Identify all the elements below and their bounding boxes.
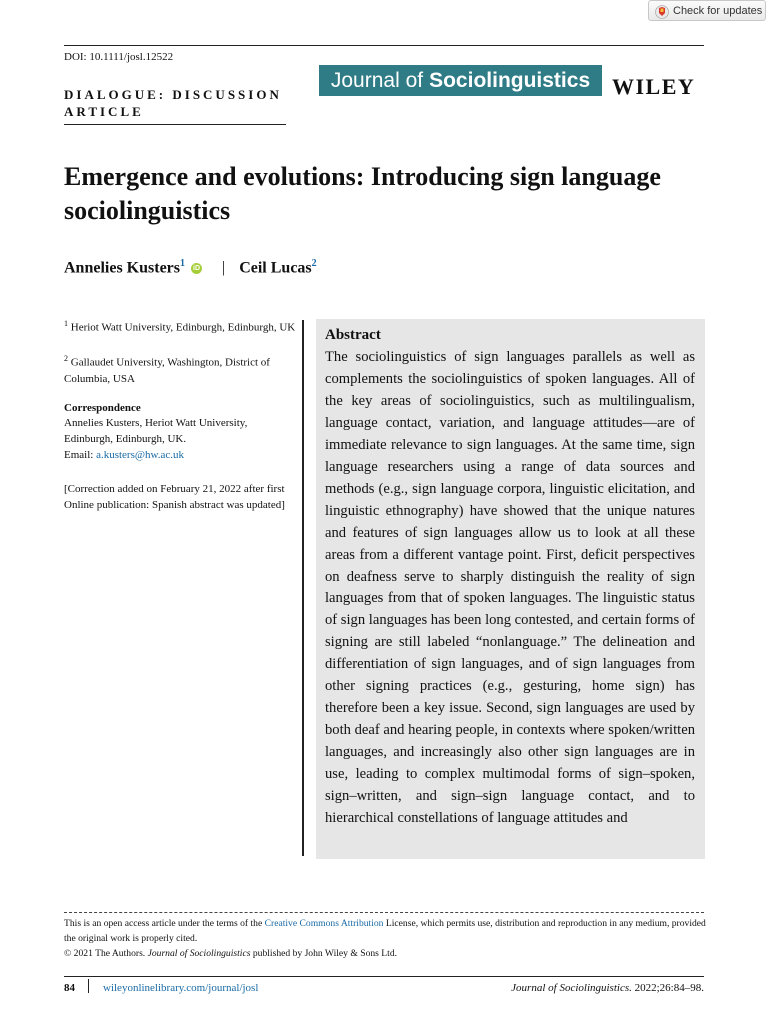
journal-logo-part1: Journal of <box>330 68 424 92</box>
check-for-updates-label: Check for updates <box>673 4 763 17</box>
license-pre: This is an open access article under the terms of the <box>64 918 265 929</box>
correspondence-details <box>64 415 296 463</box>
footer-rule <box>64 976 704 977</box>
author-affiliation-sup[interactable]: 2 <box>311 258 317 269</box>
journal-citation <box>511 982 704 994</box>
copyright-post: published by John Wiley & Sons Ltd. <box>250 948 398 959</box>
check-for-updates-button[interactable] <box>648 0 766 21</box>
abstract-box <box>316 319 705 859</box>
author-affiliation-sup[interactable]: 1 <box>180 258 185 269</box>
copyright-journal: Journal of Sociolinguistics <box>147 948 251 959</box>
page-number: 84 <box>64 982 75 994</box>
citation-journal: Journal of Sociolinguistics. <box>511 982 632 994</box>
license-text <box>64 916 706 946</box>
affiliation-text: Gallaudet University, Washington, District of Columbia, USA <box>64 356 270 385</box>
affiliation-sup: 2 <box>64 354 68 363</box>
section-label-line1: DIALOGUE: DISCUSSION <box>64 87 282 102</box>
license-footnote <box>64 916 706 961</box>
article-title: Emergence and evolutions: Introducing sign language sociolinguistics <box>64 162 661 225</box>
correspondence-address: Annelies Kusters, Heriot Watt University, Edinburgh, Edinburgh, UK. <box>64 417 248 445</box>
affiliation-2 <box>64 351 296 387</box>
copyright-pre: © 2021 The Authors. <box>64 948 148 959</box>
author-name[interactable]: Annelies Kusters <box>64 259 180 277</box>
email-label: Email: <box>64 449 97 461</box>
check-for-updates-icon <box>655 5 667 17</box>
license-link[interactable]: Creative Commons Attribution <box>264 918 384 929</box>
orcid-icon[interactable]: iD <box>193 265 200 273</box>
section-label-line2: ARTICLE <box>64 104 144 119</box>
authors-line <box>64 258 317 277</box>
affiliation-text: Heriot Watt University, Edinburgh, Edinburgh, UK <box>68 321 296 334</box>
abstract-body: The sociolinguistics of sign languages parallels as well as complements the sociolinguistics of spoken languages. All of the key areas of sociolinguistics, such as multilingualism, language contact, variation, and language attitudes—are of immediate relevance to sign languages. At the same time, sign language researchers using a range of data sources and methods (e.g., sign language corpora, linguistic elicitation, and linguistic ethnography) have showed that the unique natures and features of sign languages allow us to look at all these areas from a different vantage point. First, deficit perspectives on deafness serve to sharply distinguish the reality of sign languages from that of spoken languages. The linguistic status of sign languages has been long contested, and certain forms of signing are still labeled “nonlanguage.” The delineation and differentiation of sign languages, and of sign languages from other signing practices (e.g., gesturing, home sign) has therefore been a key issue. Second, sign languages are used by both deaf and hearing people, in contexts where spoken/written languages, and increasingly also other sign languages are in use, leading to complex multimodal forms of sign–spoken, sign–written, and sign–sign language contact, and to hierarchical constellations of language attitudes and <box>325 349 696 827</box>
email-link[interactable]: a.kusters@hw.ac.uk <box>96 449 184 461</box>
abstract-heading: Abstract <box>325 327 381 343</box>
copyright-text <box>64 946 706 961</box>
header-rule <box>64 45 704 46</box>
footnote-rule <box>64 912 704 913</box>
journal-logo[interactable] <box>319 65 602 96</box>
publisher-logo[interactable]: WILEY <box>612 74 696 99</box>
footer-separator <box>88 979 89 993</box>
doi[interactable]: DOI: 10.1111/josl.12522 <box>64 51 174 63</box>
column-divider <box>302 320 304 856</box>
author-separator: | <box>222 259 226 277</box>
section-rule <box>64 124 286 125</box>
correction-note: [Correction added on February 21, 2022 after first Online publication: Spanish abstract was updated] <box>64 483 285 511</box>
citation-volume: 2022;26:84–98. <box>631 982 704 994</box>
affiliation-1 <box>64 316 296 336</box>
journal-url-link[interactable]: wileyonlinelibrary.com/journal/josl <box>103 982 259 994</box>
correspondence-heading: Correspondence <box>64 402 141 414</box>
author-name[interactable]: Ceil Lucas <box>239 259 312 277</box>
license-post: License, which permits use, distribution and reproduction in any medium, provided the original work is properly cited. <box>64 918 706 944</box>
affiliation-sup: 1 <box>64 319 68 328</box>
journal-logo-part2: Sociolinguistics <box>429 68 591 92</box>
section-label <box>64 86 282 120</box>
correspondence-email-line <box>64 447 296 463</box>
